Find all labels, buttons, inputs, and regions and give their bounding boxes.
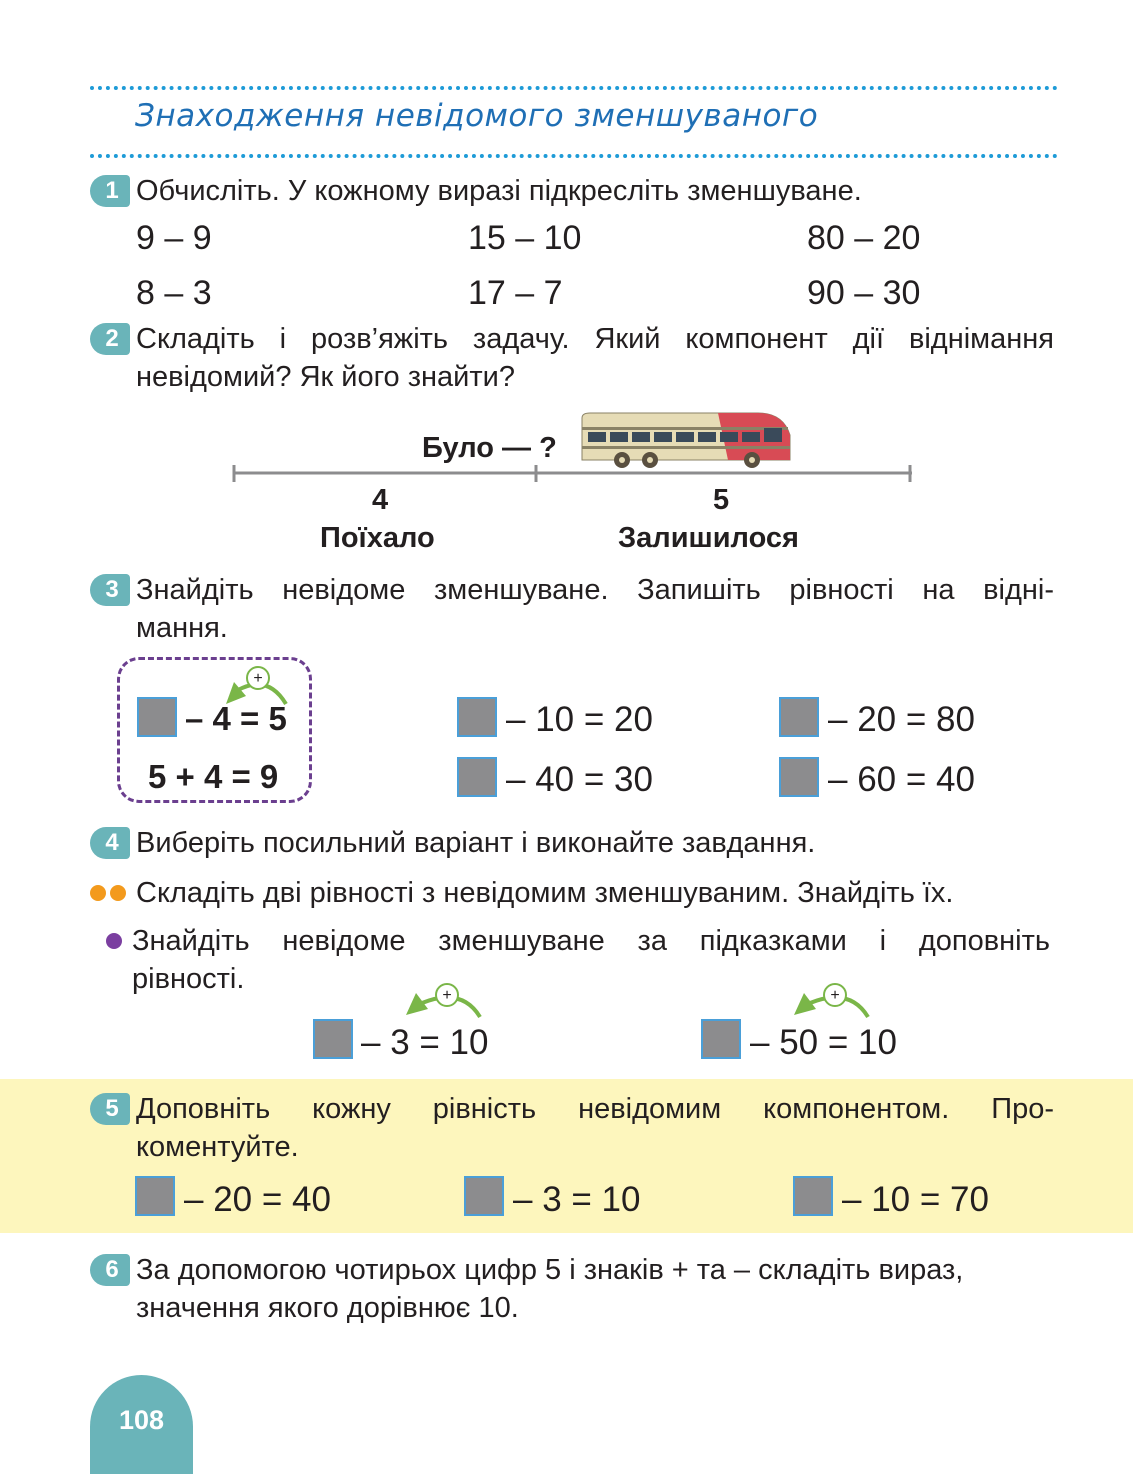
hint-arrow-icon	[400, 981, 484, 1021]
task-5-badge: 5	[90, 1093, 130, 1125]
orange-dot-icon	[110, 885, 126, 901]
equation: – 10 = 70	[842, 1180, 989, 1219]
left-label: Поїхало	[320, 522, 435, 554]
purple-dot-icon	[106, 933, 122, 949]
task-1-text: Обчисліть. У кожному виразі підкресліть зменшуване.	[136, 175, 862, 207]
section-title: Знаходження невідомого зменшуваного	[135, 98, 819, 134]
total-label: Було — ?	[422, 432, 557, 464]
answer-box[interactable]	[457, 697, 497, 737]
bottom-dotted-rule	[90, 154, 1058, 158]
task-3-text-line2: мання.	[136, 612, 228, 644]
task-3-text-line1: Знайдіть невідоме зменшуване. Запишіть рівності на відні-	[136, 574, 1054, 606]
equation: – 3 = 10	[513, 1180, 641, 1219]
expression: 17 – 7	[468, 274, 563, 312]
equation: – 40 = 30	[506, 760, 653, 799]
right-value: 5	[713, 484, 730, 516]
example-check: 5 + 4 = 9	[148, 758, 279, 795]
hint-sign: +	[830, 987, 840, 1004]
expression: 80 – 20	[807, 219, 921, 257]
task-3-badge: 3	[90, 574, 130, 606]
bus-icon	[578, 410, 794, 470]
left-value: 4	[372, 484, 389, 516]
expression: 15 – 10	[468, 219, 582, 257]
expression: 8 – 3	[136, 274, 212, 312]
answer-box[interactable]	[457, 757, 497, 797]
answer-box[interactable]	[135, 1176, 175, 1216]
task-4-text: Виберіть посильний варіант і виконайте завдання.	[136, 827, 816, 859]
answer-box[interactable]	[701, 1019, 741, 1059]
answer-box[interactable]	[779, 757, 819, 797]
variant-b-text-line2: рівності.	[132, 963, 245, 995]
task-6-text-line2: значення якого дорівнює 10.	[136, 1292, 519, 1324]
equation: – 20 = 40	[184, 1180, 331, 1219]
orange-dot-icon	[90, 885, 106, 901]
equation: – 20 = 80	[828, 700, 975, 739]
task-2-text-line2: невідомий? Як його знайти?	[136, 361, 515, 393]
answer-box[interactable]	[793, 1176, 833, 1216]
page-number: 108	[90, 1375, 193, 1474]
task-5-text-line1: Доповніть кожну рівність невідомим компонентом. Про-	[136, 1093, 1054, 1125]
answer-box[interactable]	[779, 697, 819, 737]
task-6-badge: 6	[90, 1254, 130, 1286]
answer-box[interactable]	[313, 1019, 353, 1059]
equation: – 3 = 10	[361, 1023, 489, 1062]
task-2-text-line1: Складіть і розв’яжіть задачу. Який компонент дії віднімання	[136, 323, 1054, 355]
expression: 9 – 9	[136, 219, 212, 257]
segment-diagram	[228, 462, 918, 484]
right-label: Залишилося	[618, 522, 799, 554]
task-6-text-line1: За допомогою чотирьох цифр 5 і знаків + та – складіть вираз,	[136, 1254, 964, 1286]
answer-box[interactable]	[464, 1176, 504, 1216]
hint-sign: +	[253, 670, 263, 687]
task-5-text-line2: коментуйте.	[136, 1131, 299, 1163]
hint-sign: +	[442, 987, 452, 1004]
equation: – 10 = 20	[506, 700, 653, 739]
hint-arrow-icon	[788, 981, 872, 1021]
equation: – 50 = 10	[750, 1023, 897, 1062]
equation: – 60 = 40	[828, 760, 975, 799]
task-4-badge: 4	[90, 827, 130, 859]
answer-box[interactable]	[137, 697, 177, 737]
variant-a-text: Складіть дві рівності з невідомим зменшуваним. Знайдіть їх.	[136, 877, 954, 909]
expression: 90 – 30	[807, 274, 921, 312]
task-2-badge: 2	[90, 323, 130, 355]
task-1-badge: 1	[90, 175, 130, 207]
example-equation: – 4 = 5	[185, 700, 287, 737]
top-dotted-rule	[90, 86, 1058, 90]
variant-b-text-line1: Знайдіть невідоме зменшуване за підказками і доповніть	[132, 925, 1050, 957]
